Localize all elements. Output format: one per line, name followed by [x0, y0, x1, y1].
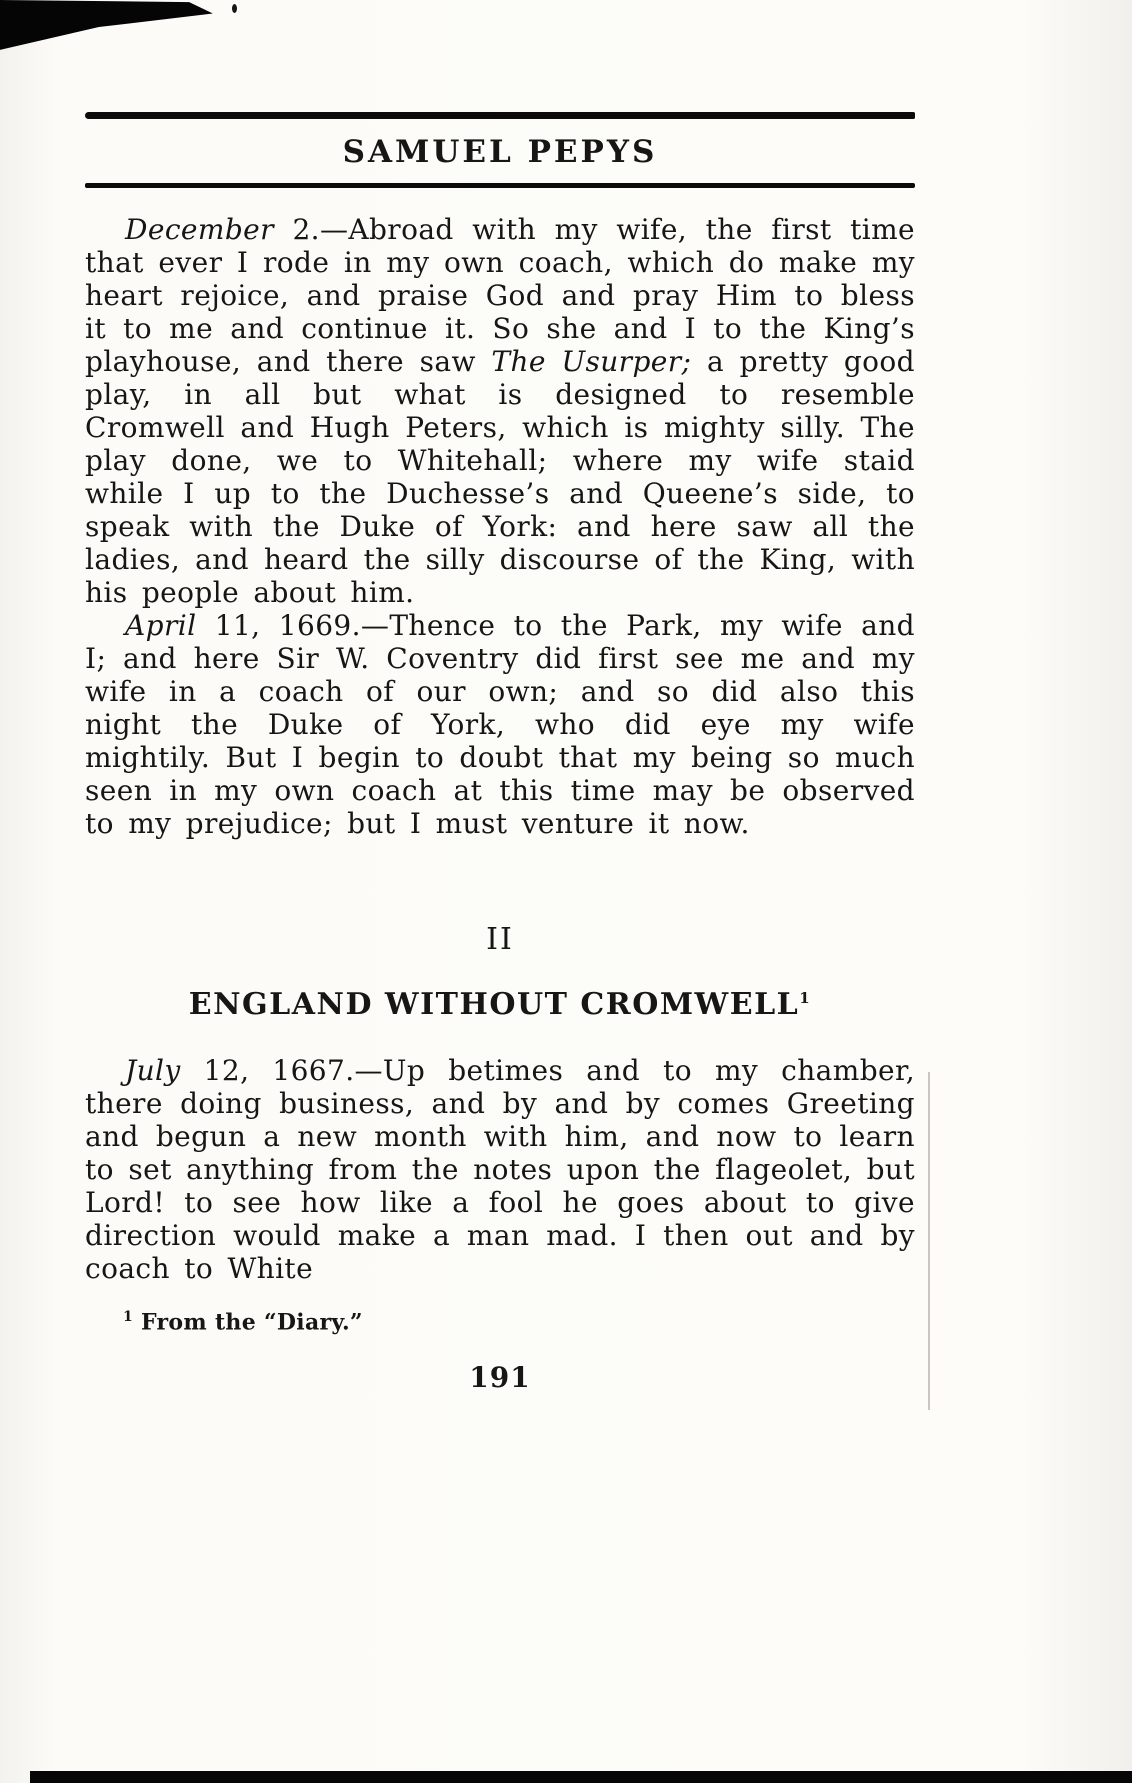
footnote-marker: 1: [123, 1309, 134, 1325]
paragraph-april-11-1669: [85, 609, 915, 840]
chapter-title: [85, 987, 915, 1022]
scan-artifact-edge-line: [928, 1072, 930, 1410]
paragraph-text: 2.—Abroad with my wife, the first time that ever I rode in my own coach, which do make my heart rejoice, and praise God and pray Him to bless it to me and continue it. So she and I to the King’s playhouse, and there saw: [85, 213, 915, 378]
date-lead-april: April: [125, 609, 197, 642]
scan-artifact-bottom-bar: [30, 1771, 1132, 1783]
chapter-title-text: ENGLAND WITHOUT CROMWELL: [188, 987, 800, 1022]
header-underline-rule: [85, 183, 915, 188]
page-number: 191: [469, 1361, 531, 1395]
paragraph-text: 11, 1669.—Thence to the Park, my wife and I; and here Sir W. Coventry did first see me and my wife in a coach of our own; and so did also this night the Duke of York, who did eye my wife mightily. But I begin to doubt that my being so much seen in my own coach at this time may be observed to my prejudice; but I must venture it now.: [85, 609, 915, 840]
date-lead-july: July: [125, 1054, 181, 1087]
paragraph-july-12-1667: [85, 1054, 915, 1285]
paragraph-text: a pretty good play, in all but what is designed to resemble Cromwell and Hugh Peters, which is mighty silly. The play done, we to Whitehall; where my wife staid while I up to the Duchesse’s and Queene’s side, to speak with the Duke of York: and here saw all the ladies, and heard the silly discourse of the King, with his people about him.: [85, 345, 915, 609]
printed-area: [85, 0, 915, 1394]
top-rule: [85, 112, 915, 119]
footnote-text: From the “Diary.”: [133, 1309, 363, 1336]
footnote: [85, 1309, 915, 1335]
paragraph-december-2: [85, 213, 915, 609]
paragraph-text: 12, 1667.—Up betimes and to my chamber, there doing business, and by and by comes Greeting and begun a new month with him, and now to learn to set anything from the notes upon the flageolet, but Lord! to see how like a fool he goes about to give direction would make a man mad. I then out and by coach to White: [85, 1054, 915, 1285]
section-number: II: [486, 922, 514, 957]
running-header-title: SAMUEL PEPYS: [342, 134, 658, 170]
play-title-the-usurper: The Usurper;: [491, 345, 692, 378]
date-lead-december: December: [125, 213, 274, 246]
chapter-footnote-marker: 1: [799, 989, 812, 1007]
